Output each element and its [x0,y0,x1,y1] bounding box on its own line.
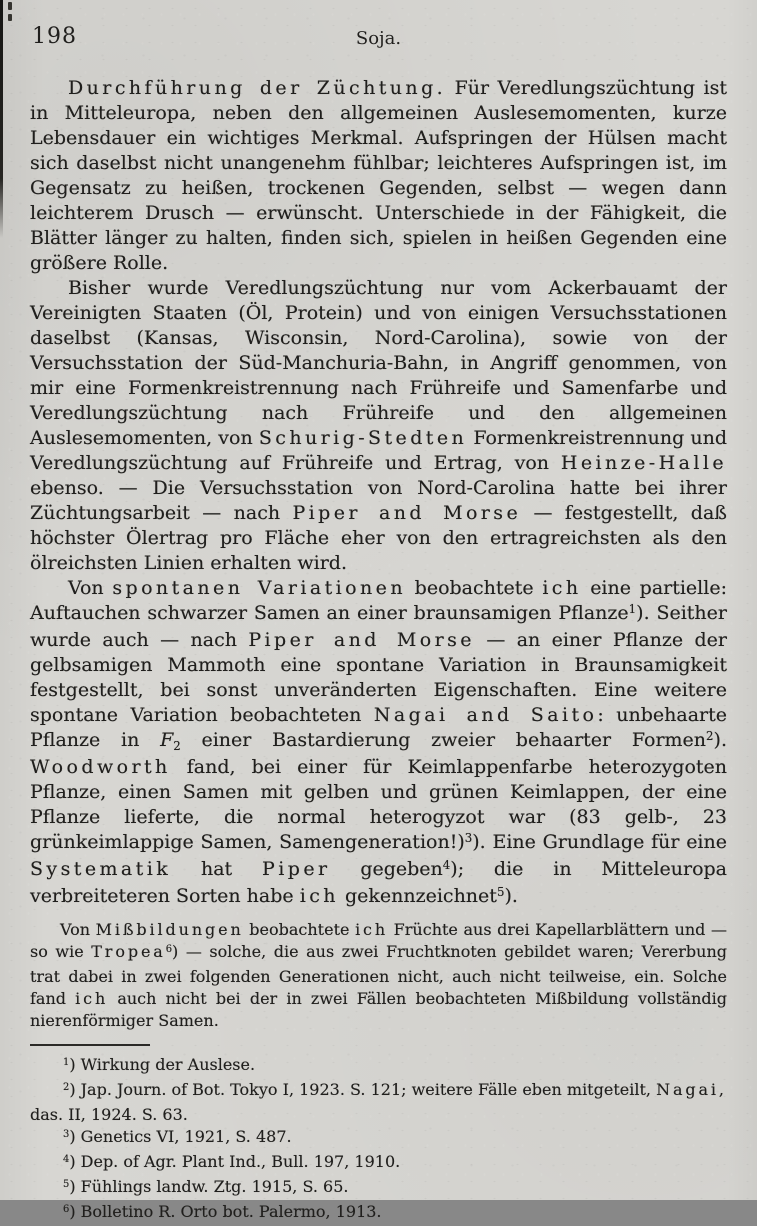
text-run: Bisher wurde Veredlungszüchtung nur vom Ackerbauamt der Vereinigten Staaten (Öl, Protein) und von einigen Versuchsstationen daselbst (Kansas, Wisconsin, Nord-Carolina), sowie von der Versuchsstation der Süd-Manchuria-Bahn, in Angriff genommen, von mir eine Formenkreistrennung nach Frühreife und Samenfarbe und Veredlungszüchtung nach Frühreife und den allgemeinen Auslesemomenten, von [30,277,727,449]
text-run: hat [171,858,263,880]
emphasized-text-run: Piper and Morse [248,629,475,651]
text-run: ) Dep. of Agr. Plant Ind., Bull. 197, 1910. [69,1152,401,1171]
footnote-marker: 4 [442,857,451,872]
footnote [30,1176,727,1201]
emphasized-text-run: Piper and Morse [292,502,522,524]
scan-mark-artifact [8,14,12,21]
text-run: — an einer Pflanze der gelbsamigen Mammoth eine spontane Variation in Braunsamigkeit festgestellt, bei sonst unveränderten Eigenschaften. Eine weitere spontane Variation beobachteten [30,629,727,726]
emphasized-text-run: Schurig-Stedten [258,427,468,449]
emphasized-text-run: Woodworth [30,756,171,778]
text-run: ). Eine Grundlage für eine [472,831,727,853]
emphasized-text-run: Durchführung der Züchtung. [68,77,447,99]
text-run: auch nicht bei der in zwei Fällen beobachteten Mißbildung vollständig nierenförmiger Samen. [30,989,727,1030]
footnote-separator [30,1044,150,1046]
text-run: Von [60,920,96,939]
text-run: — festgestellt, daß höchster Ölertrag pro Fläche eher von den ertragreichsten als den ölreichsten Linien erhalten wird. [30,502,727,574]
paragraph [30,276,727,576]
emphasized-text-run: Nagai and Saito [373,704,598,726]
footnote-marker: 4 [63,1153,70,1165]
emphasized-text-run: Mißbildungen [95,920,244,939]
text-run: fand, bei einer für Keimlappenfarbe heterozygoten Pflanze, einen Samen mit gelben und grünen Keimlappen, der eine Pflanze lieferte, die normal heterogyzot war (83 gelb-, 23 grünkeimlappige Samen, Samengeneration!) [30,756,727,853]
footnote-marker: 1 [628,601,637,616]
text-run: ) Jap. Journ. of Bot. Tokyo I, 1923. S. 121; weitere Fälle eben mitgeteilt, [69,1080,657,1099]
text-run: F [160,729,174,751]
text-run: : unbehaarte Pflanze in [30,704,727,751]
footnote-marker: 2 [706,728,714,743]
text-run: ebenso. — Die Versuchsstation von Nord-Carolina hatte bei ihrer Züchtungsarbeit — nach [30,477,727,524]
emphasized-text-run: ich [355,920,389,939]
paragraph [30,76,727,276]
emphasized-text-run: Heinze-Halle [560,452,727,474]
page-body [30,76,727,1032]
text-run: eine partielle: Auftauchen schwarzer Samen an einer braunsamigen Pflanze [30,577,727,624]
footnote [30,1079,727,1126]
footnote-marker: 3 [464,830,473,845]
page-header [30,22,727,54]
scan-edge-artifact [0,0,3,238]
text-run: ). [713,729,727,751]
paragraph [30,576,727,911]
text-run: einer Bastardierung zweier behaarter Formen [180,729,707,751]
emphasized-text-run: ich [75,989,109,1008]
text-run: ) Bolletino R. Orto bot. Palermo, 1913. [69,1202,382,1221]
text-run: ) Wirkung der Auslese. [69,1055,256,1074]
footnote-marker: 5 [496,884,505,899]
footnotes-block [30,1054,727,1226]
text-run: Von [68,577,113,599]
text-run: ); die in Mitteleuropa verbreiteteren Sorten habe [30,858,728,907]
footnote-marker: 6 [63,1203,70,1215]
text-run: Für Veredlungszüchtung ist in Mitteleuropa, neben den allgemeinen Auslesemomenten, kurze Lebensdauer ein wichtiges Merkmal. Aufspringen der Hülsen macht sich daselbst nicht unangenehm fühlbar; leichteres Aufspringen ist, im Gegensatz zu heißen, trockenen Gegenden, selbst — wegen dann leichterem Drusch — erwünscht. Unterschiede in der Fähigkeit, die Blätter länger zu halten, finden sich, spielen in heißen Gegenden eine größere Rolle. [30,77,727,274]
scan-mark-artifact [8,2,12,10]
footnote-marker: 6 [165,943,173,955]
footnote-marker: 1 [63,1056,70,1068]
footnote-marker: 2 [63,1081,70,1093]
footnote [30,1151,727,1176]
running-title: Soja. [355,28,402,49]
footnote [30,1054,727,1079]
text-run: ) Fühlings landw. Ztg. 1915, S. 65. [69,1177,349,1196]
page-number: 198 [32,24,77,49]
footnote-marker: 3 [63,1128,70,1140]
footnote [30,1201,727,1226]
footnote-marker: 5 [63,1178,70,1190]
text-run: ). Seither wurde auch — nach [30,602,728,651]
petit-paragraph [30,919,727,1032]
emphasized-text-run: Systematik [30,858,172,880]
text-run: Formenkreistrennung und Veredlungszüchtung auf Frühreife und Ertrag, von [30,427,727,474]
text-run: gegeben [330,858,443,880]
emphasized-text-run: spontanen Variationen [112,577,407,599]
emphasized-text-run: Tropea [91,942,166,961]
text-run: 2 [173,738,181,753]
footnote [30,1126,727,1151]
text-run: beobachtete [243,920,356,939]
text-run: ). [504,885,518,907]
text-run: ) — solche, die aus zwei Fruchtknoten gebildet waren; Vererbung trat dabei in zwei folgenden Generationen nicht, auch nicht teilweise, ein. Solche fand [30,942,728,1008]
emphasized-text-run: Piper [262,858,331,880]
text-run: , das. II, 1924. S. 63. [30,1080,724,1124]
text-run: gekennzeichnet [338,885,497,907]
text-run: Früchte aus drei Kapellarblättern und — so wie [30,920,728,961]
emphasized-text-run: Nagai [656,1080,719,1099]
text-run: ) Genetics VI, 1921, S. 487. [69,1127,292,1146]
emphasized-text-run: ich [542,577,582,599]
text-run: beobachtete [406,577,543,599]
emphasized-text-run: ich [299,885,339,907]
